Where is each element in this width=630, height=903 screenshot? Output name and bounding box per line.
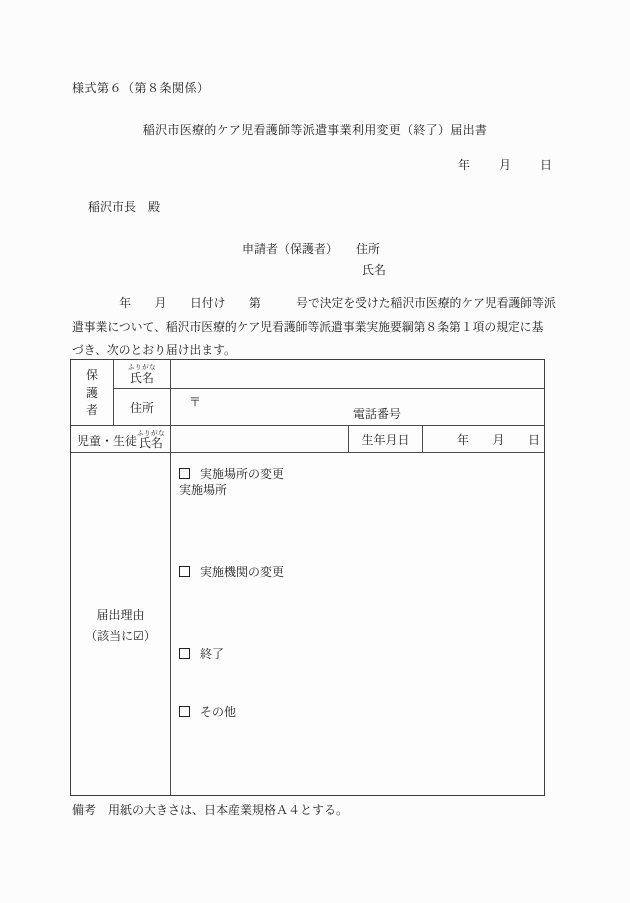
unchecked-checkbox-icon — [179, 468, 190, 479]
furigana-label: ふりがな — [128, 363, 156, 372]
reason-label-block — [71, 605, 170, 647]
reason-label-cell — [71, 453, 171, 795]
reason-item-label: 実施場所 — [179, 483, 228, 497]
dob-day-label: 日 — [527, 432, 540, 447]
guardian-name-ruby — [128, 364, 156, 384]
reason-content-cell — [171, 453, 544, 795]
guardian-address-label-cell — [114, 389, 171, 426]
furigana-label: ふりがな — [137, 428, 166, 437]
unchecked-checkbox-icon — [179, 648, 190, 659]
body-paragraph-line: づき、次のとおり届け出ます。 — [72, 343, 236, 357]
reason-item-label: 終了 — [200, 647, 225, 661]
applicant-name-label: 氏名 — [362, 263, 387, 277]
body-paragraph-line: 遣事業について、稲沢市医療的ケア児看護師等派遣事業実施要綱第８条第１項の規定に基 — [72, 319, 544, 334]
reason-label-line1: 届出理由 — [96, 608, 145, 622]
reason-item-agency-change — [179, 563, 284, 580]
date-day-label: 日 — [539, 158, 552, 172]
dob-month-label: 月 — [492, 432, 505, 447]
form-table — [70, 359, 545, 796]
dob-label: 生年月日 — [361, 432, 410, 447]
child-name-label-cell — [71, 426, 171, 453]
reason-item-label: 実施場所の変更 — [200, 467, 285, 481]
applicant-address-label: 住所 — [356, 242, 381, 256]
reason-item-termination — [179, 645, 224, 662]
body-paragraph-line: 年 月 日付け 第 号で決定を受けた稲沢市医療的ケア児看護師等派 — [72, 296, 556, 310]
addressee: 稲沢市長 殿 — [88, 200, 161, 214]
remark-note: 備考 用紙の大きさは、日本産業規格Ａ４とする。 — [72, 803, 349, 817]
guardian-name-label: 氏名 — [129, 370, 154, 385]
child-name-ruby — [137, 430, 165, 450]
date-blank-line — [458, 156, 552, 173]
date-month-label: 月 — [498, 158, 511, 172]
guardian-label-char: 者 — [85, 403, 98, 418]
body-paragraph — [72, 292, 558, 363]
guardian-label-char: 保 — [85, 367, 98, 382]
unchecked-checkbox-icon — [179, 706, 190, 717]
reason-item-place-change — [179, 465, 284, 482]
child-label-prefix: 児童・生徒 — [77, 434, 138, 448]
applicant-line — [242, 240, 380, 257]
dob-year-label: 年 — [457, 432, 470, 447]
reason-label-line2: （該当に☑） — [85, 629, 156, 643]
guardian-label-char: 護 — [85, 385, 98, 400]
phone-number-label: 電話番号 — [353, 407, 402, 421]
applicant-label: 申請者（保護者） — [242, 242, 339, 256]
dob-value-cell — [423, 426, 544, 453]
reason-item-label: 実施機関の変更 — [200, 565, 285, 579]
page-title: 稲沢市医療的ケア児看護師等派遣事業利用変更（終了）届出書 — [142, 123, 488, 137]
reason-item-label: その他 — [200, 705, 237, 719]
postal-mark-icon: 〒 — [189, 395, 202, 409]
form-number: 様式第６（第８条関係） — [72, 81, 210, 95]
dob-label-cell — [349, 426, 423, 453]
guardian-name-label-cell — [114, 360, 171, 389]
child-label-suffix: 氏名 — [139, 436, 164, 450]
reason-item-place-sublabel — [179, 481, 227, 498]
guardian-name-value-cell — [171, 360, 544, 389]
guardian-header-cell — [71, 360, 114, 426]
date-year-label: 年 — [458, 158, 471, 172]
guardian-address-value-cell — [171, 389, 544, 426]
guardian-address-label: 住所 — [129, 400, 154, 415]
child-name-value-cell — [171, 426, 349, 453]
reason-item-other — [179, 703, 236, 720]
unchecked-checkbox-icon — [179, 566, 190, 577]
